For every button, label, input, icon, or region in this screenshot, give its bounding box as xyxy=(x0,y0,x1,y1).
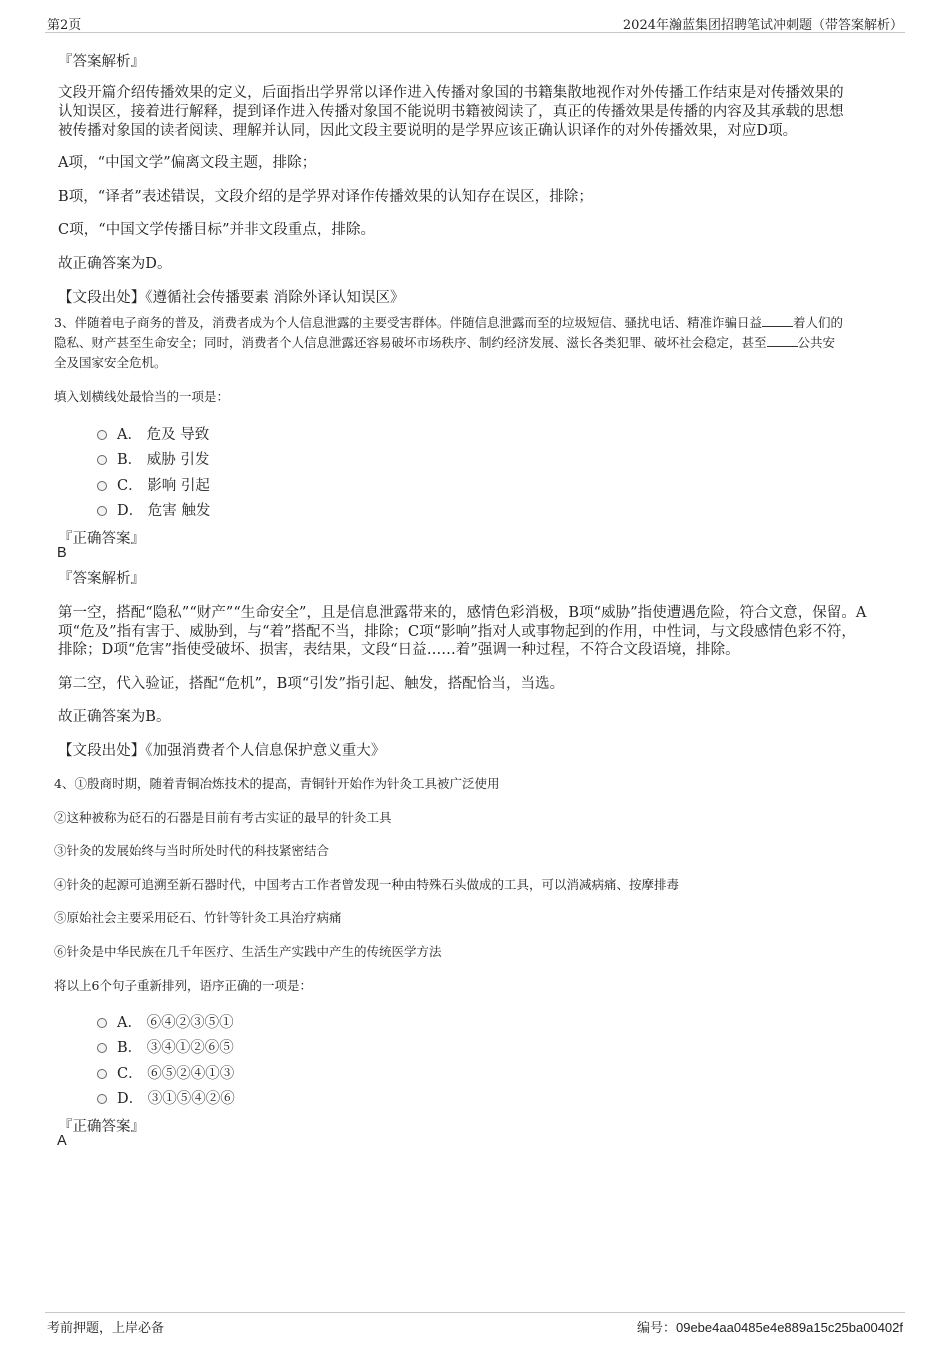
q4-option-d[interactable]: D． ③①⑤④②⑥ xyxy=(97,1087,235,1108)
page-header xyxy=(45,12,905,33)
page-number: 第2页 xyxy=(47,18,82,33)
q4-option-c[interactable]: C． ⑥⑤②④①③ xyxy=(97,1062,234,1083)
q2-option-c-note: C项，“中国文学传播目标”并非文段重点，排除。 xyxy=(58,222,376,238)
footer-slogan: 考前押题，上岸必备 xyxy=(47,1321,165,1336)
blank-underline xyxy=(762,315,793,327)
radio-icon[interactable] xyxy=(97,1018,107,1028)
radio-icon[interactable] xyxy=(97,506,107,516)
q3-answer: B xyxy=(57,545,67,561)
q3-source: 【文段出处】《加强消费者个人信息保护意义重大》 xyxy=(58,743,386,759)
q4-sentence: ④针灸的起源可追溯至新石器时代，中国考古工作者曾发现一种由特殊石头做成的工具，可以消减病痛、按摩排毒 xyxy=(54,877,680,892)
blank-underline xyxy=(767,335,798,347)
q3-explain-second: 第二空，代入验证，搭配“危机”，B项“引发”指引起、触发，搭配恰当，当选。 xyxy=(58,676,565,692)
radio-icon[interactable] xyxy=(97,1094,107,1104)
q2-explain-line: 被传播对象国的读者阅读、理解并认同，因此文段主要说明的是学界应该正确认识译作的对外传播效果，对应D项。 xyxy=(58,123,798,139)
q3-answer-label: 『正确答案』 xyxy=(58,531,145,547)
q3-option-b[interactable]: B． 威胁 引发 xyxy=(97,448,209,469)
document-title: 2024年瀚蓝集团招聘笔试冲刺题（带答案解析） xyxy=(622,18,903,33)
q3-explain-line: 排除；D项“危害”指使受破坏、损害，表结果，文段“日益……着”强调一种过程，不符合文段语境，排除。 xyxy=(58,642,740,658)
q4-sentence: ⑥针灸是中华民族在几千年医疗、生活生产实践中产生的传统医学方法 xyxy=(54,944,442,959)
q2-option-a-note: A项，“中国文学”偏离文段主题，排除； xyxy=(58,155,317,171)
q3-stem-line: 全及国家安全危机。 xyxy=(54,355,167,370)
q3-prompt: 填入划横线处最恰当的一项是： xyxy=(54,389,230,404)
q3-explain-line: 项“危及”指有害于、威胁到，与“着”搭配不当，排除；C项“影响”指对人或事物起到的作用，中性词，与文段感情色彩不符， xyxy=(58,624,856,640)
radio-icon[interactable] xyxy=(97,455,107,465)
q3-explain-line: 第一空，搭配“隐私”“财产”“生命安全”，且是信息泄露带来的，感情色彩消极，B项“威胁”指使遭遇危险，符合文意，保留。A xyxy=(58,605,867,621)
q2-source: 【文段出处】《遵循社会传播要素 消除外译认知误区》 xyxy=(58,290,405,306)
q4-sentence: ③针灸的发展始终与当时所处时代的科技紧密结合 xyxy=(54,843,330,858)
q2-explain-line: 文段开篇介绍传播效果的定义，后面指出学界常以译作进入传播对象国的书籍集散地视作对外传播工作结束是对传播效果的 xyxy=(58,85,844,101)
q2-conclusion: 故正确答案为D。 xyxy=(58,256,172,272)
q3-stem-line: 3、伴随着电子商务的普及，消费者成为个人信息泄露的主要受害群体。伴随信息泄露而至的垃圾短信、骚扰电话、精准诈骗日益 着人们的 xyxy=(54,315,843,330)
radio-icon[interactable] xyxy=(97,481,107,491)
q3-stem-line: 隐私、财产甚至生命安全；同时，消费者个人信息泄露还容易破坏市场秩序、制约经济发展、滋长各类犯罪、破坏社会稳定，甚至 公共安 xyxy=(54,335,836,350)
q4-prompt: 将以上6个句子重新排列，语序正确的一项是： xyxy=(54,978,312,993)
q3-explain-label: 『答案解析』 xyxy=(58,571,145,587)
q2-option-b-note: B项，“译者”表述错误，文段介绍的是学界对译作传播效果的认知存在误区，排除； xyxy=(58,189,593,205)
radio-icon[interactable] xyxy=(97,1069,107,1079)
q4-sentence: ②这种被称为砭石的石器是目前有考古实证的最早的针灸工具 xyxy=(54,810,392,825)
q3-conclusion: 故正确答案为B。 xyxy=(58,709,171,725)
q4-option-a[interactable]: A． ⑥④②③⑤① xyxy=(97,1011,234,1032)
q4-answer: A xyxy=(57,1133,67,1149)
q3-option-c[interactable]: C． 影响 引起 xyxy=(97,474,210,495)
page-footer xyxy=(45,1312,905,1337)
q4-sentence: ⑤原始社会主要采用砭石、竹针等针灸工具治疗病痛 xyxy=(54,910,342,925)
q3-option-d[interactable]: D． 危害 触发 xyxy=(97,499,210,520)
q2-explain-line: 认知误区，接着进行解释，提到译作进入传播对象国不能说明书籍被阅读了，真正的传播效果是传播的内容及其承载的思想 xyxy=(58,104,844,120)
radio-icon[interactable] xyxy=(97,430,107,440)
q4-sentence: 4、①殷商时期，随着青铜冶炼技术的提高，青铜针开始作为针灸工具被广泛使用 xyxy=(54,776,500,791)
q4-answer-label: 『正确答案』 xyxy=(58,1119,145,1135)
q4-option-b[interactable]: B． ③④①②⑥⑤ xyxy=(97,1036,234,1057)
q3-option-a[interactable]: A． 危及 导致 xyxy=(97,423,209,444)
footer-code: 编号：09ebe4aa0485e4e889a15c25ba00402f xyxy=(636,1320,903,1336)
q2-explain-label: 『答案解析』 xyxy=(58,54,145,70)
radio-icon[interactable] xyxy=(97,1043,107,1053)
